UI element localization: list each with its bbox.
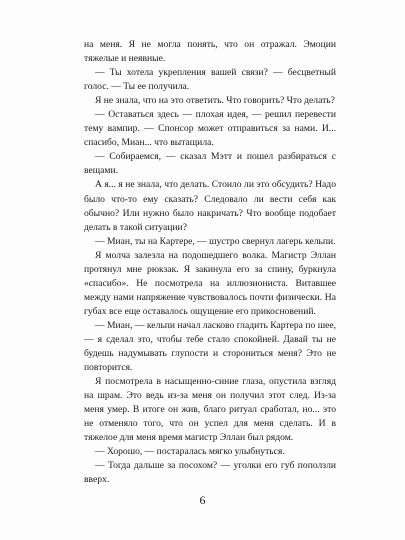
paragraph: — Ты хотела укрепления вашей связи? — бесцветный голос. — Ты ее получила. bbox=[84, 67, 336, 93]
paragraph: на меня. Я не могла понять, что он отражал. Эмоции тяжелые и неявные. bbox=[84, 39, 336, 65]
paragraph: Я посмотрела в насыщенно-синие глаза, опустила взгляд на шрам. Это ведь из-за меня он получил этот след. Из-за меня умер. В итоге он жив, благо ритуал сработал, но... это не отменяло того, что он успел для меня сделать. И в тяжелое для меня время магистр Эллан был рядом. bbox=[84, 376, 336, 444]
paragraph: Я не знала, что на это ответить. Что говорить? Что делать? bbox=[95, 95, 335, 107]
paragraph: — Хорошо, — постаралась мягко улыбнуться. bbox=[95, 446, 285, 458]
page-number: 6 bbox=[199, 493, 206, 507]
paragraph: — Миан, ты на Картере, — шустро свернул лагерь кельпи. bbox=[95, 235, 336, 247]
body-text bbox=[84, 38, 336, 488]
paragraph: — Тогда дальше за посохом? — уголки его губ поползли вверх. bbox=[84, 460, 336, 486]
paragraph: — Миан, — кельпи начал ласково гладить Картера по шее, — я сделал это, чтобы тебе стало спокойней. Давай ты не будешь надумывать глупости и сторониться меня? Это не повторится. bbox=[84, 319, 336, 374]
paragraph: — Собираемся, — сказал Мэтт и пошел разбираться с вещами. bbox=[84, 151, 336, 177]
paragraph: А я... я не знала, что делать. Стоило ли это обсудить? Надо было что-то ему сказать? Следовало ли вести себя как обычно? Или нужно было накричать? Что вообще подобает делать в такой ситуации? bbox=[84, 179, 336, 233]
paragraph: — Оставаться здесь — плохая идея, — решил перевести тему вампир. — Спонсор может отправиться за нами. И... спасибо, Миан... что вытащила. bbox=[84, 109, 336, 149]
paragraph: Я молча залезла на подошедшего волка. Магистр Эллан протянул мне рюкзак. Я закинула его за спину, буркнула «спасибо». Не посмотрела на иллюзиониста. Витавшее между нами напряжение чувствовалось почти физически. На губах все еще оставалось ощущение его прикосновений. bbox=[84, 249, 336, 317]
